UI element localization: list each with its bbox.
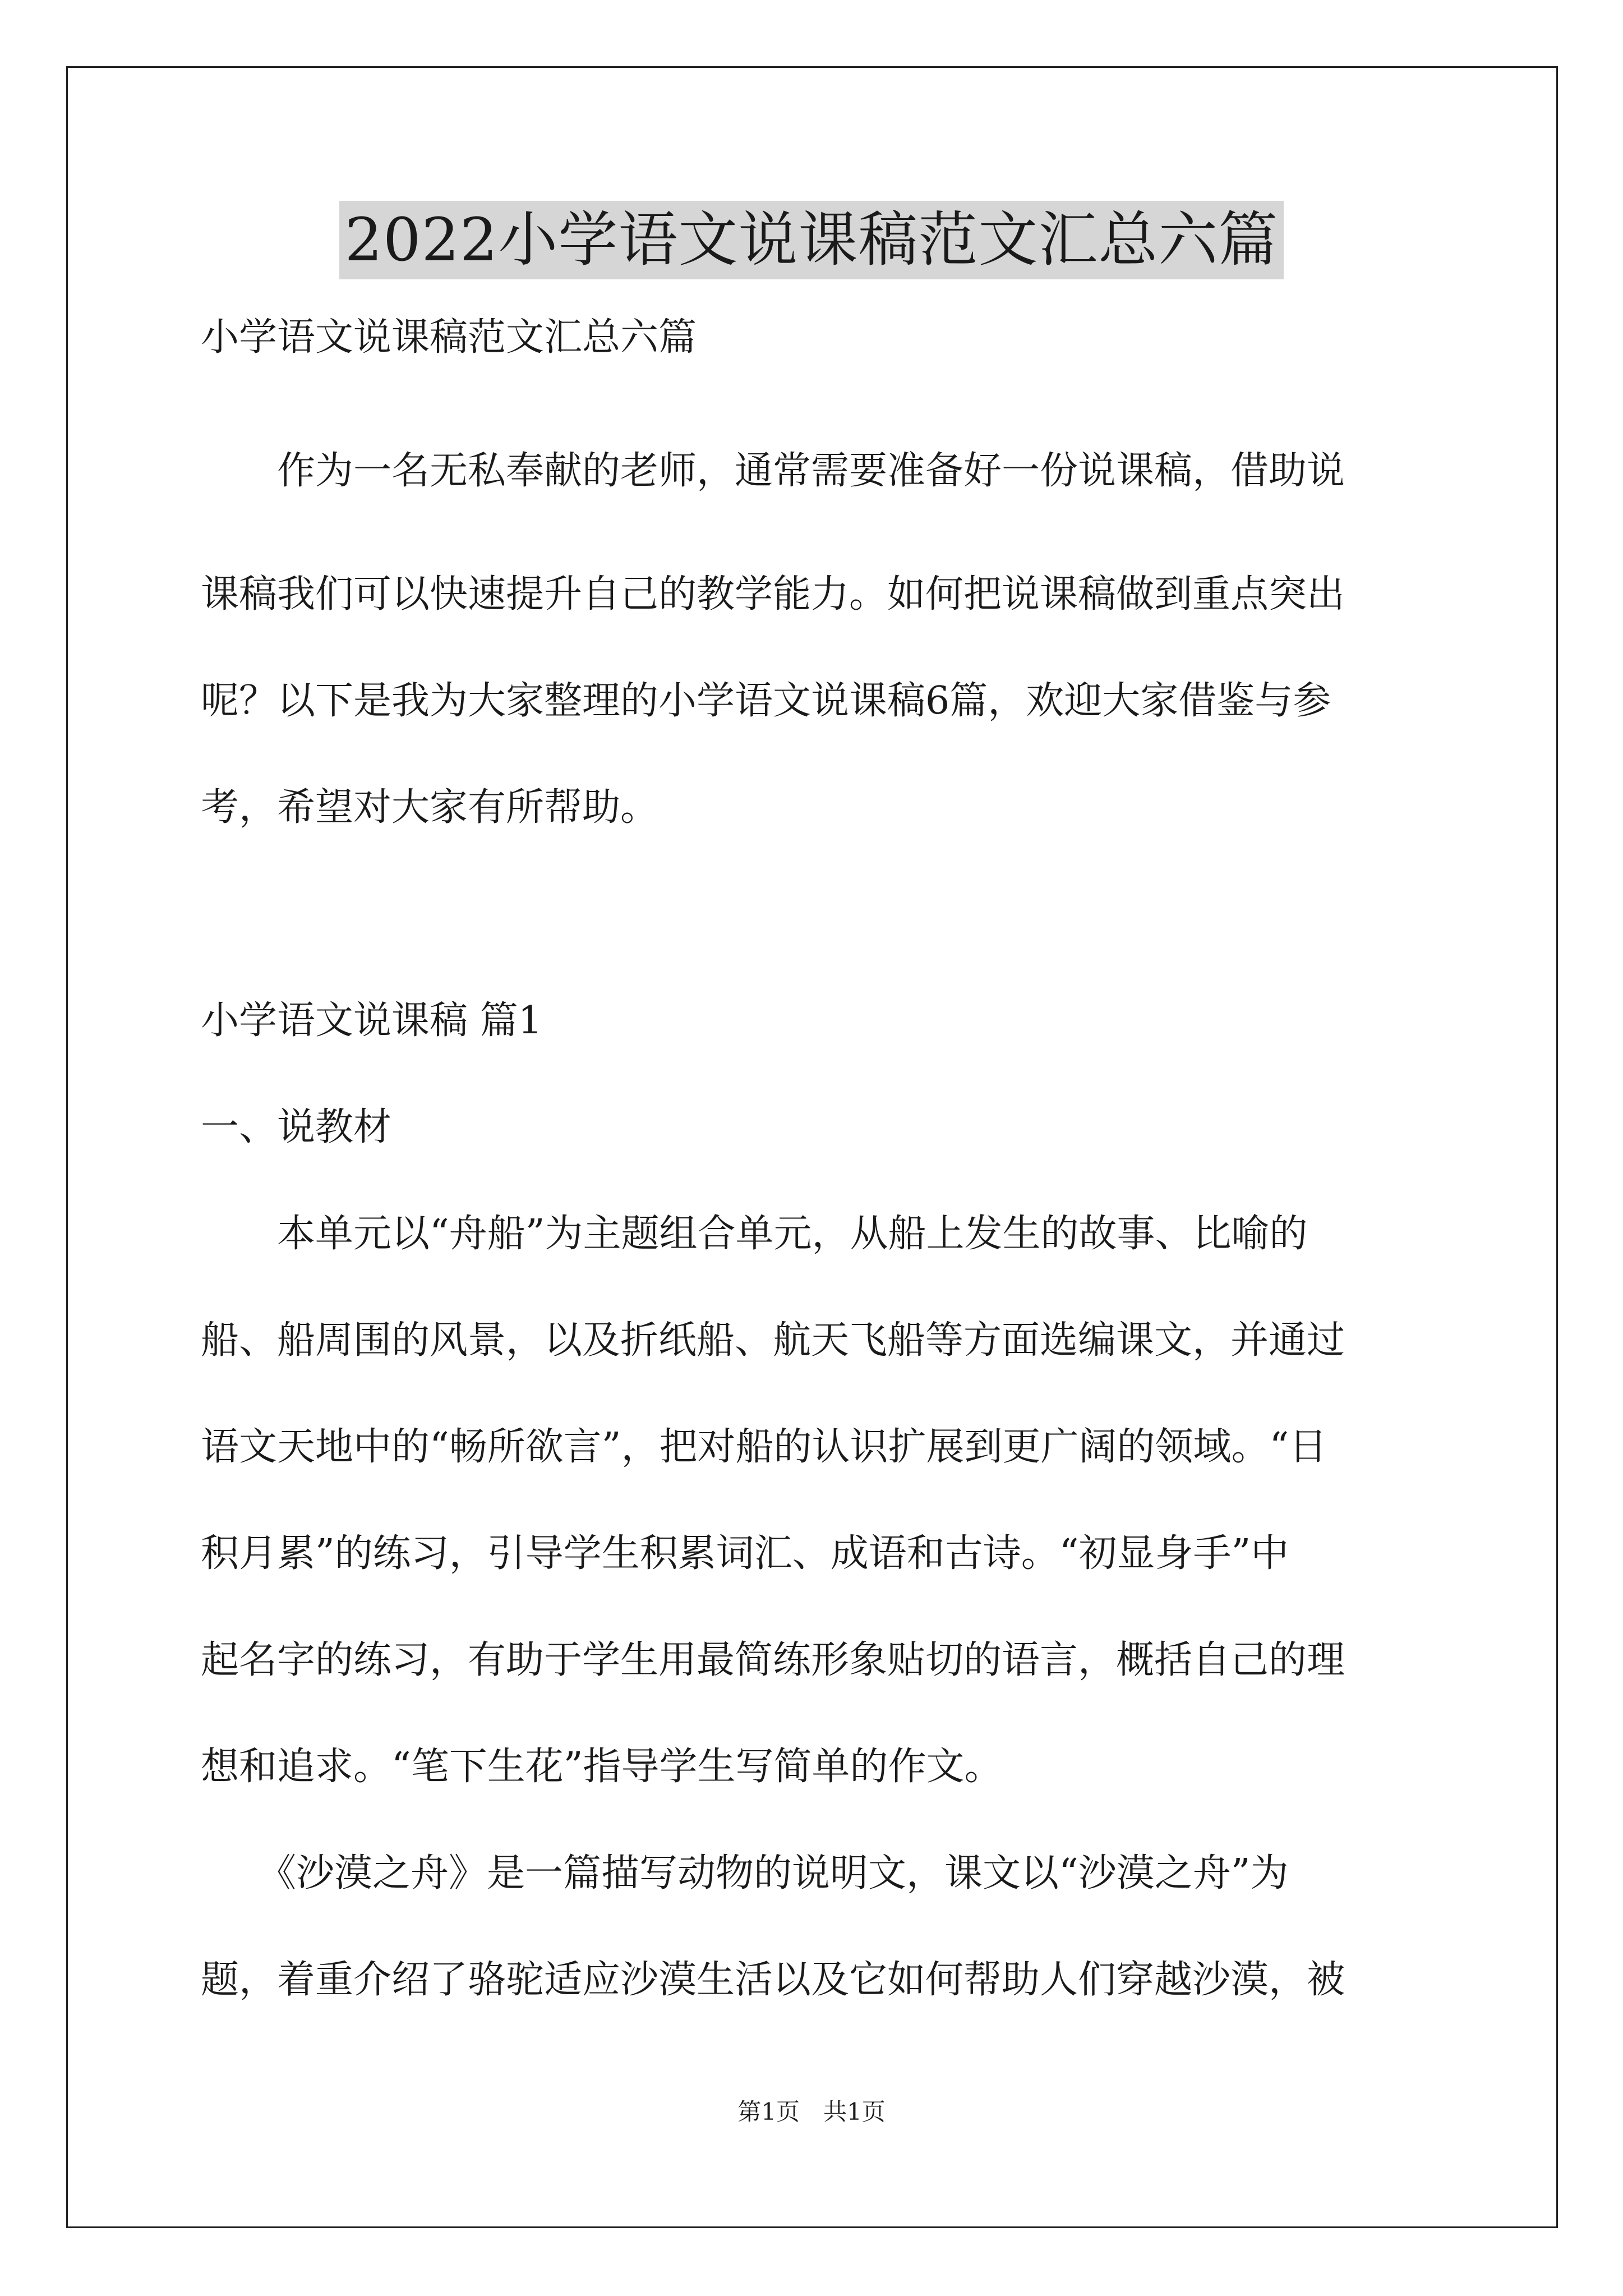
paragraph-line: 《沙漠之舟》是一篇描写动物的说明文，课文以“沙漠之舟”为 xyxy=(201,1851,1289,1895)
paragraph-line: 想和追求。“笔下生花”指导学生写简单的作文。 xyxy=(201,1745,1003,1789)
paragraph-line: 船、船周围的风景，以及折纸船、航天飞船等方面选编课文，并通过 xyxy=(201,1318,1345,1363)
paragraph-line: 本单元以“舟船”为主题组合单元，从船上发生的故事、比喻的 xyxy=(201,1212,1308,1256)
paragraph-line: 考，希望对大家有所帮助。 xyxy=(201,785,659,830)
paragraph-line: 起名字的练习，有助于学生用最简练形象贴切的语言，概括自己的理 xyxy=(201,1638,1345,1682)
document-title: 2022小学语文说课稿范文汇总六篇 xyxy=(339,201,1284,279)
section-heading: 小学语文说课稿 篇1 xyxy=(201,999,542,1043)
paragraph-line: 题，着重介绍了骆驼适应沙漠生活以及它如何帮助人们穿越沙漠，被 xyxy=(201,1958,1345,2002)
page-footer: 第1页 共1页 xyxy=(737,2098,886,2125)
sub-heading: 一、说教材 xyxy=(201,1105,392,1149)
paragraph-line: 课稿我们可以快速提升自己的教学能力。如何把说课稿做到重点突出 xyxy=(201,572,1345,616)
title-container xyxy=(0,201,1623,279)
paragraph-line: 语文天地中的“畅所欲言”，把对船的认识扩展到更广阔的领域。“日 xyxy=(201,1425,1327,1469)
subtitle-line: 小学语文说课稿范文汇总六篇 xyxy=(201,315,697,360)
paragraph-line: 作为一名无私奉献的老师，通常需要准备好一份说课稿，借助说 xyxy=(201,449,1345,493)
paragraph-line: 呢？以下是我为大家整理的小学语文说课稿6篇，欢迎大家借鉴与参 xyxy=(201,679,1331,723)
paragraph-line: 积月累”的练习，引导学生积累词汇、成语和古诗。“初显身手”中 xyxy=(201,1531,1289,1576)
